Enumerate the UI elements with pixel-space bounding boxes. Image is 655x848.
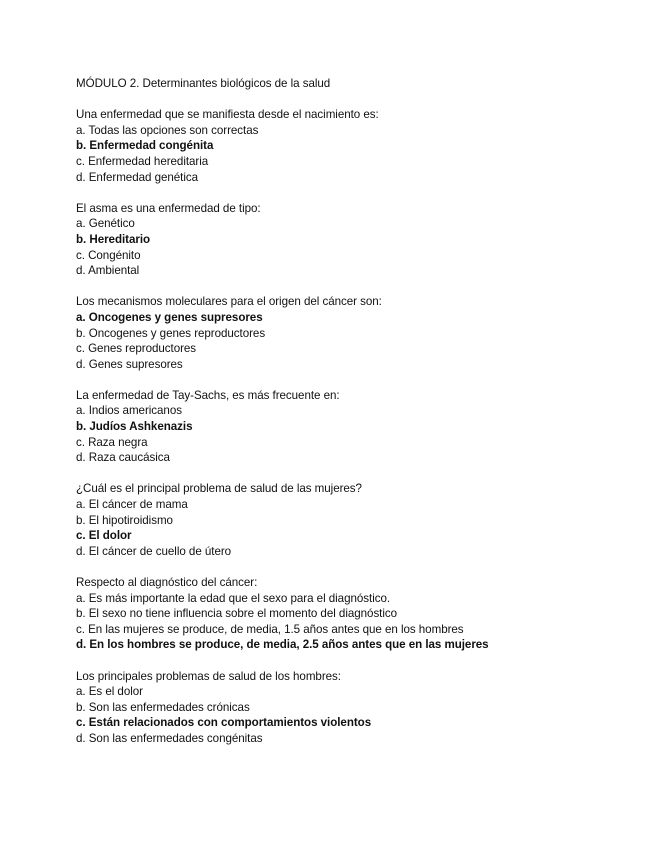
document-page <box>76 76 636 762</box>
option-a: a. Genético <box>76 217 135 231</box>
question-block-3 <box>76 294 636 372</box>
option-b-correct: b. Judíos Ashkenazis <box>76 420 193 434</box>
option-c-correct: c. Están relacionados con comportamientos violentos <box>76 716 372 730</box>
question-text: Los principales problemas de salud de los hombres: <box>76 669 341 683</box>
option-a: a. Es el dolor <box>76 685 143 699</box>
question-block-5 <box>76 481 636 559</box>
option-a: a. Indios americanos <box>76 404 182 418</box>
option-c-correct: c. El dolor <box>76 529 132 543</box>
question-block-2 <box>76 201 636 279</box>
option-c: c. Enfermedad hereditaria <box>76 154 209 168</box>
question-block-1 <box>76 107 636 185</box>
question-text: Respecto al diagnóstico del cáncer: <box>76 576 258 589</box>
option-d: d. Son las enfermedades congénitas <box>76 731 263 745</box>
option-d: d. Raza caucásica <box>76 451 170 465</box>
question-text: El asma es una enfermedad de tipo: <box>76 201 261 215</box>
option-a: a. Todas las opciones son correctas <box>76 123 259 137</box>
question-block-6 <box>76 575 636 653</box>
option-b: b. Oncogenes y genes reproductores <box>76 326 266 340</box>
question-block-7 <box>76 669 636 747</box>
option-b: b. El hipotiroidismo <box>76 513 173 527</box>
option-d: d. El cáncer de cuello de útero <box>76 544 232 558</box>
question-text: Una enfermedad que se manifiesta desde el nacimiento es: <box>76 108 379 122</box>
option-a: a. Es más importante la edad que el sexo para el diagnóstico. <box>76 591 391 605</box>
option-d: d. Genes supresores <box>76 357 183 371</box>
option-b-correct: b. Hereditario <box>76 232 151 246</box>
question-text: La enfermedad de Tay-Sachs, es más frecuente en: <box>76 388 340 402</box>
question-text: ¿Cuál es el principal problema de salud de las mujeres? <box>76 482 362 496</box>
option-c: c. Genes reproductores <box>76 342 197 356</box>
question-text: Los mecanismos moleculares para el origen del cáncer son: <box>76 295 382 309</box>
option-c: c. Raza negra <box>76 435 148 449</box>
module-title: MÓDULO 2. Determinantes biológicos de la salud <box>76 77 331 90</box>
option-d: d. Ambiental <box>76 264 140 278</box>
option-a: a. El cáncer de mama <box>76 498 188 512</box>
option-b: b. El sexo no tiene influencia sobre el momento del diagnóstico <box>76 607 398 621</box>
option-d-correct: d. En los hombres se produce, de media, 2.5 años antes que en las mujeres <box>76 638 489 652</box>
option-c: c. En las mujeres se produce, de media, 1.5 años antes que en los hombres <box>76 622 464 636</box>
option-d: d. Enfermedad genética <box>76 170 199 184</box>
option-b: b. Son las enfermedades crónicas <box>76 700 250 714</box>
option-c: c. Congénito <box>76 248 141 262</box>
option-b-correct: b. Enfermedad congénita <box>76 139 214 153</box>
option-a-correct: a. Oncogenes y genes supresores <box>76 310 263 324</box>
question-block-4 <box>76 388 636 466</box>
